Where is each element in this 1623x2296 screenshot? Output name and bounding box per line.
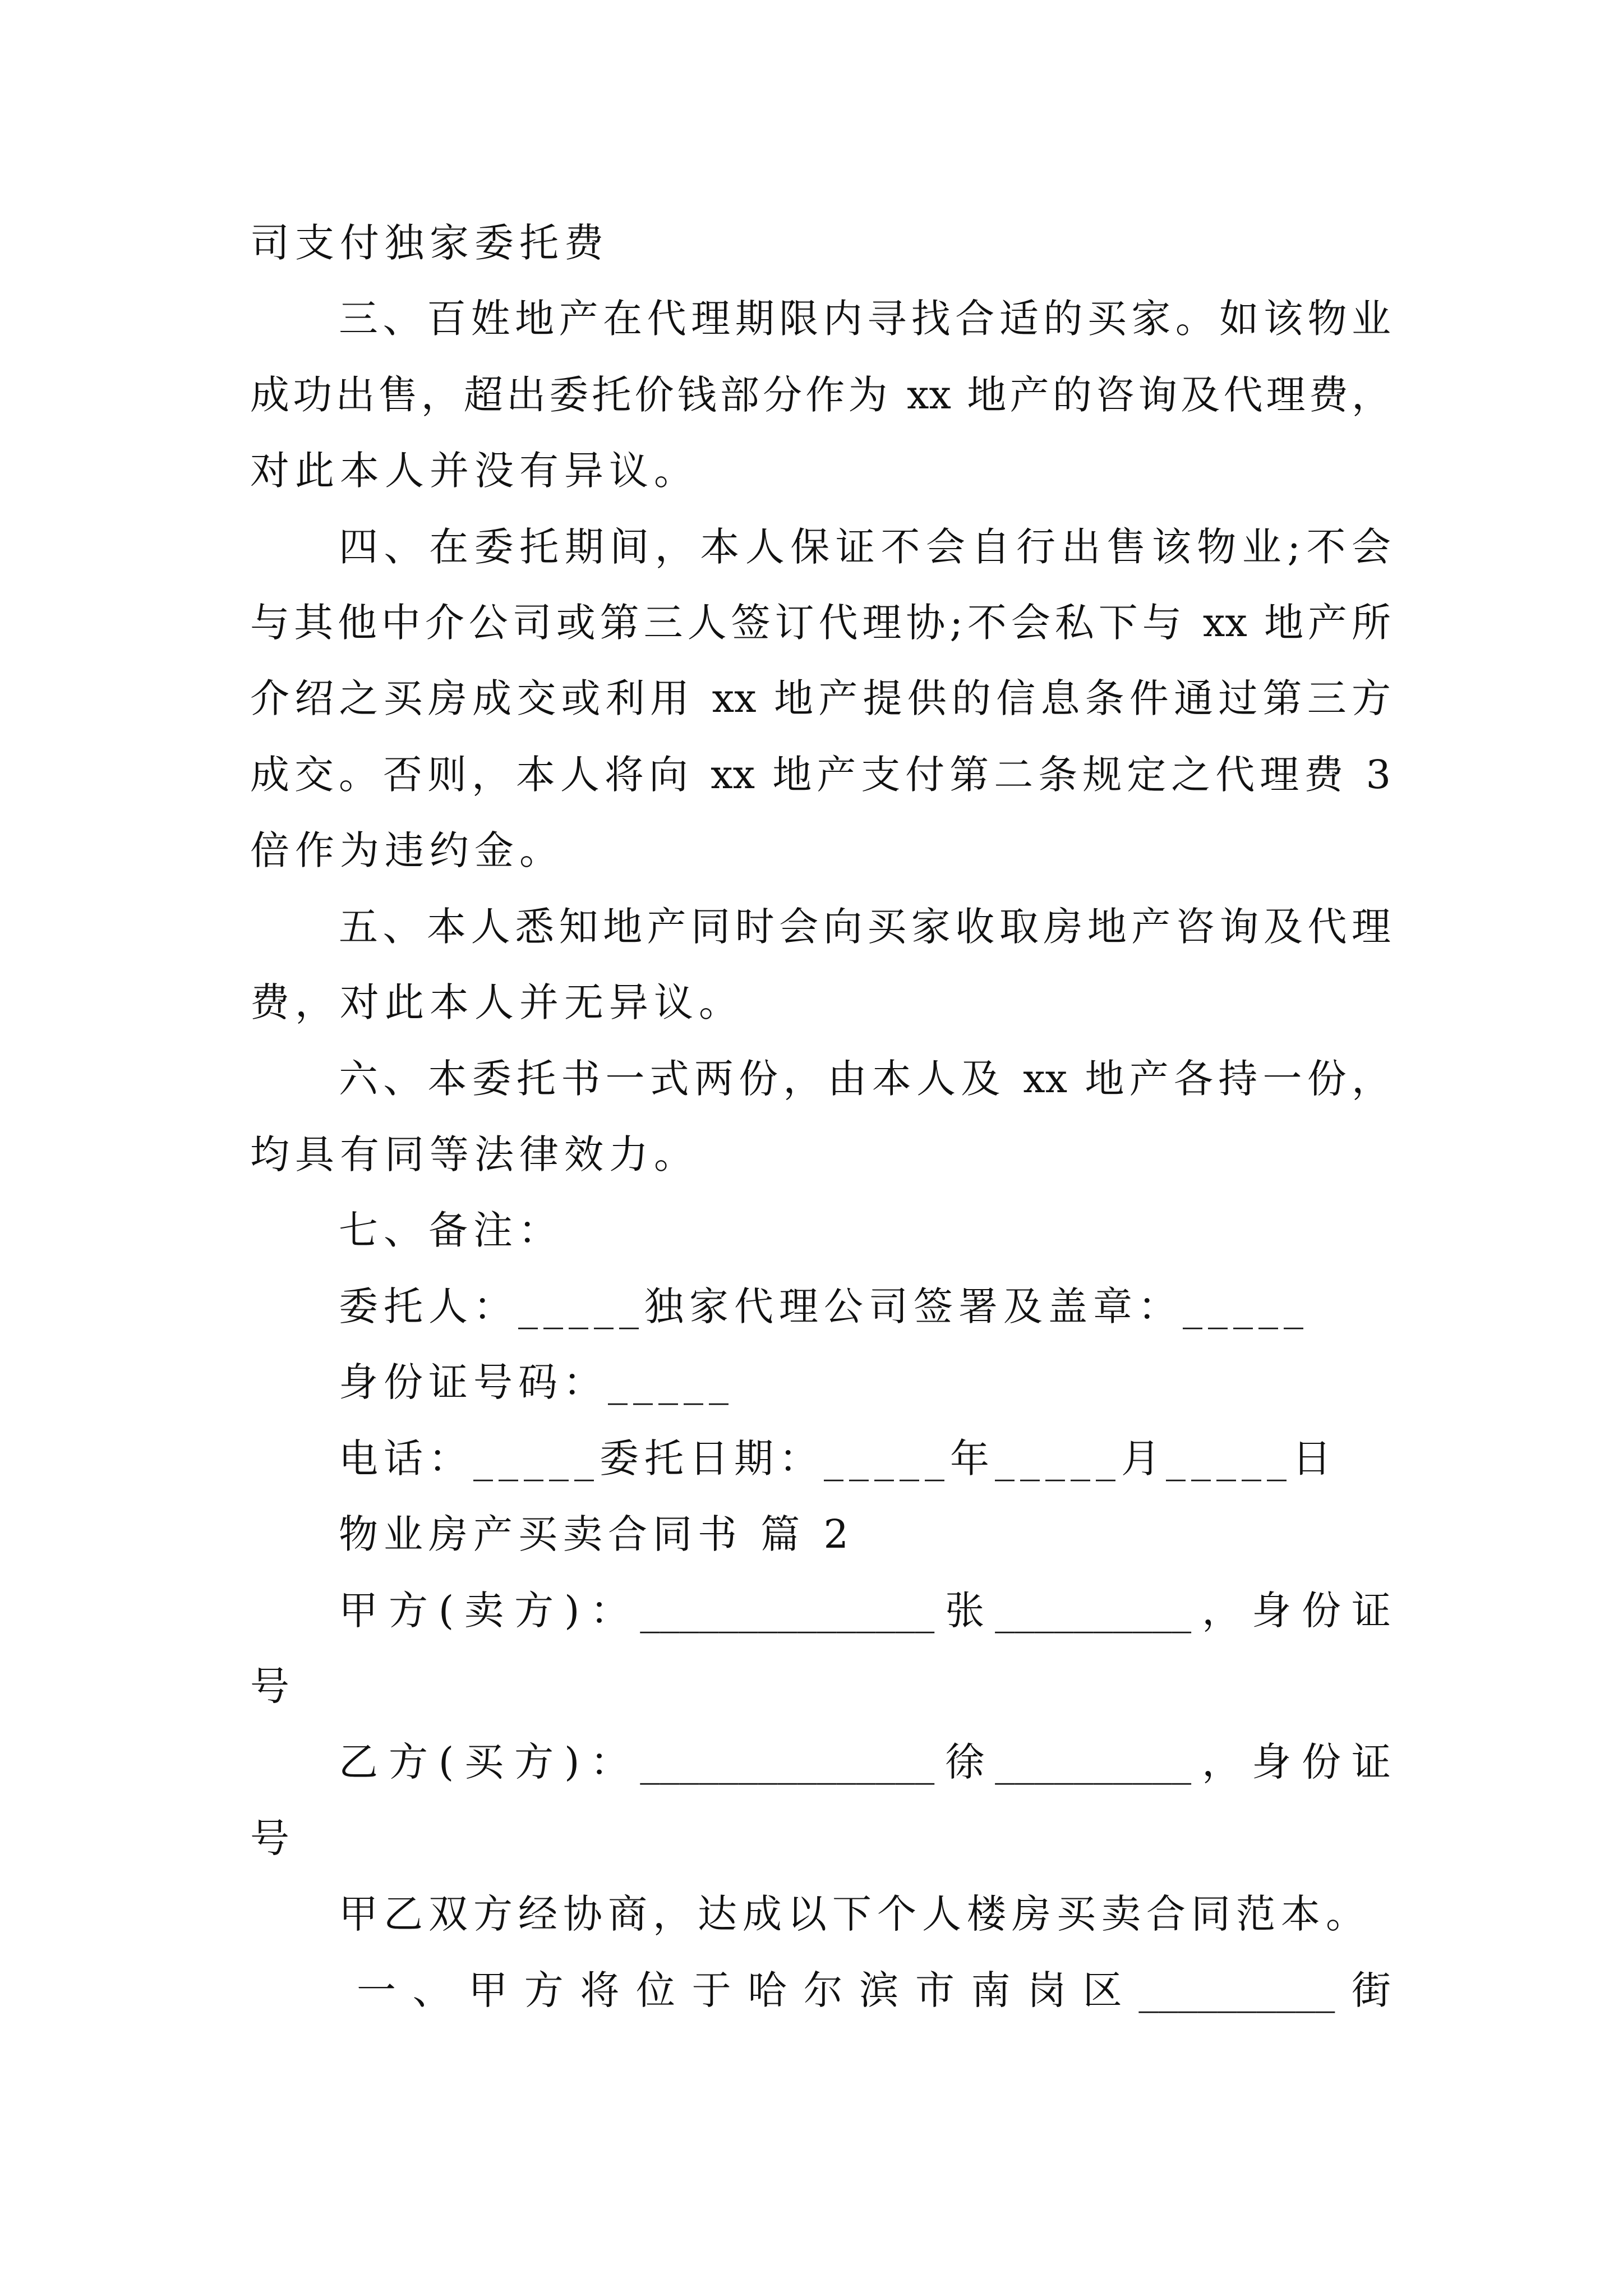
paragraph-3-line: 三、百姓地产在代理期限内寻找合适的买家。如该物业 — [339, 296, 1391, 342]
text-line: 司支付独家委托费 — [250, 220, 609, 266]
seller-line: 甲方(卖方)：_______________张__________，身份证 — [339, 1588, 1391, 1634]
paragraph-4-line: 与其他中介公司或第三人签订代理协;不会私下与 xx 地产所 — [250, 600, 1391, 646]
paragraph-3-line: 对此本人并没有异议。 — [250, 448, 699, 494]
agreement-intro: 甲乙双方经协商，达成以下个人楼房买卖合同范本。 — [339, 1891, 1371, 1937]
paragraph-5-line: 费，对此本人并无异议。 — [250, 979, 744, 1025]
buyer-line-cont: 号 — [250, 1815, 295, 1861]
paragraph-6-line: 六、本委托书一式两份，由本人及 xx 地产各持一份， — [339, 1056, 1391, 1102]
seller-line-cont: 号 — [250, 1663, 295, 1709]
section-heading: 物业房产买卖合同书 篇 2 — [339, 1511, 855, 1557]
paragraph-4-line: 倍作为违约金。 — [250, 827, 564, 873]
buyer-line: 乙方(买方)：_______________徐__________，身份证 — [339, 1739, 1391, 1785]
remarks-heading: 七、备注： — [339, 1207, 563, 1253]
id-number-line: 身份证号码：_____ — [339, 1359, 734, 1405]
paragraph-4-line: 四、在委托期间，本人保证不会自行出售该物业;不会 — [339, 524, 1391, 570]
paragraph-3-line: 成功出售，超出委托价钱部分作为 xx 地产的咨询及代理费， — [250, 372, 1391, 418]
clause-1-line: 一、甲方将位于哈尔滨市南岗区__________街 — [357, 1967, 1391, 2013]
signature-line: 委托人：_____独家代理公司签署及盖章：_____ — [339, 1283, 1309, 1329]
paragraph-5-line: 五、本人悉知地产同时会向买家收取房地产咨询及代理 — [339, 904, 1391, 950]
phone-date-line: 电话：_____委托日期：_____年_____月_____日 — [339, 1435, 1337, 1481]
paragraph-4-line: 成交。否则，本人将向 xx 地产支付第二条规定之代理费 3 — [250, 752, 1391, 798]
paragraph-4-line: 介绍之买房成交或利用 xx 地产提供的信息条件通过第三方 — [250, 675, 1391, 721]
paragraph-6-line: 均具有同等法律效力。 — [250, 1131, 699, 1177]
